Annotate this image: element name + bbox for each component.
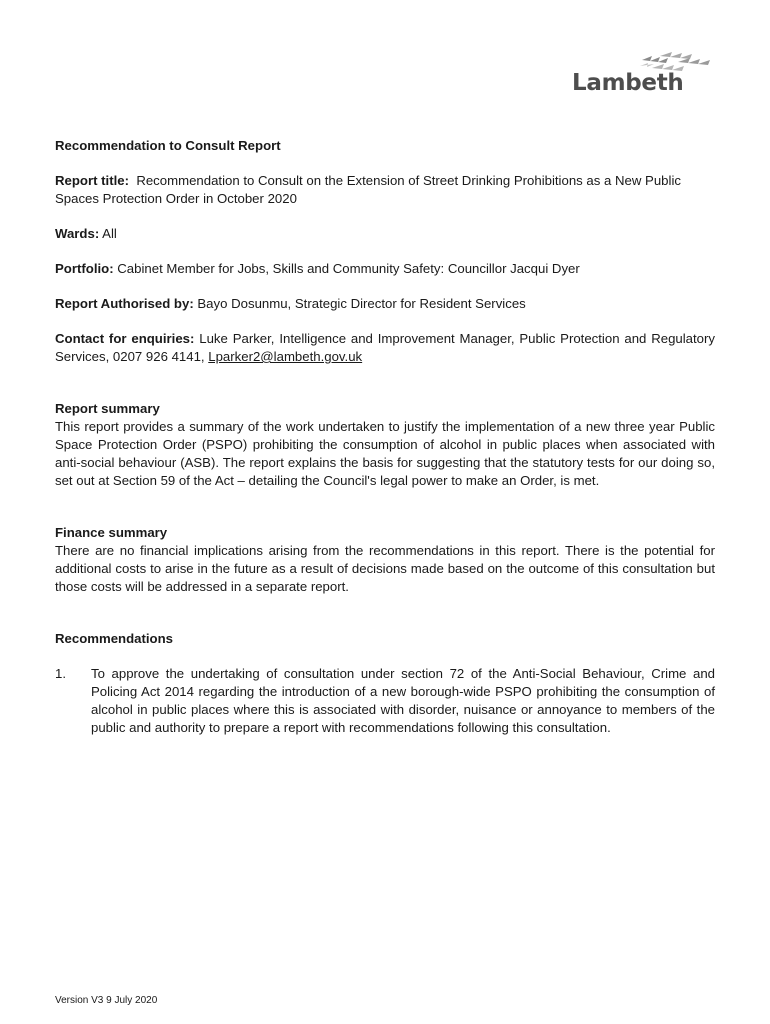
summary-heading: Report summary: [55, 401, 160, 416]
authorised-row: [55, 295, 715, 313]
footer-version: Version V3 9 July 2020: [55, 995, 158, 1006]
lambeth-logo: [560, 50, 720, 105]
report-title-label: Report title:: [55, 173, 129, 188]
recommendations-heading: Recommendations: [55, 631, 173, 646]
recommendation-text: To approve the undertaking of consultation under section 72 of the Anti-Social Behaviour, Crime and Policing Act 2014 regarding the introduction of a new borough-wide PSPO prohibiting the consumption of alcohol in public places where this is associated with disorder, nuisance or annoyance to members of the public and authority to prepare a report with recommendations following this consultation.: [91, 666, 715, 735]
wards-value: All: [102, 226, 117, 241]
recommendation-item: [55, 665, 715, 737]
document-title: Recommendation to Consult Report: [55, 138, 281, 153]
wards-label: Wards:: [55, 226, 100, 241]
contact-row: [55, 330, 715, 366]
report-title-row: [55, 172, 715, 208]
portfolio-label: Portfolio:: [55, 261, 114, 276]
report-title-value: Recommendation to Consult on the Extension of Street Drinking Prohibitions as a New Public Spaces Protection Order in October 2020: [55, 173, 681, 206]
recommendation-number: 1.: [55, 666, 66, 681]
contact-label: Contact for enquiries:: [55, 331, 195, 346]
wards-row: [55, 225, 715, 243]
portfolio-value: Cabinet Member for Jobs, Skills and Community Safety: Councillor Jacqui Dyer: [117, 261, 580, 276]
logo-text: Lambeth: [572, 70, 684, 96]
summary-text: This report provides a summary of the work undertaken to justify the implementation of a new three year Public Space Protection Order (PSPO) prohibiting the consumption of alcohol in public places when associated with anti-social behaviour (ASB). The report explains the basis for suggesting that the statutory tests for our doing so, set out at Section 59 of the Act – detailing the Council's legal power to make an Order, is met.: [55, 419, 715, 488]
document-body: [55, 137, 715, 737]
finance-text: There are no financial implications arising from the recommendations in this report. There is the potential for additional costs to arise in the future as a result of decisions made based on the outcome of this consultation but those costs will be addressed in a separate report.: [55, 543, 715, 594]
finance-heading: Finance summary: [55, 525, 168, 540]
contact-value: Luke Parker, Intelligence and Improvement Manager, Public Protection and Regulatory Services, 0207 926 4141,: [55, 331, 716, 364]
portfolio-row: [55, 260, 715, 278]
contact-email-link[interactable]: Lparker2@lambeth.gov.uk: [208, 349, 363, 364]
authorised-value: Bayo Dosunmu, Strategic Director for Resident Services: [197, 296, 526, 311]
authorised-label: Report Authorised by:: [55, 296, 194, 311]
